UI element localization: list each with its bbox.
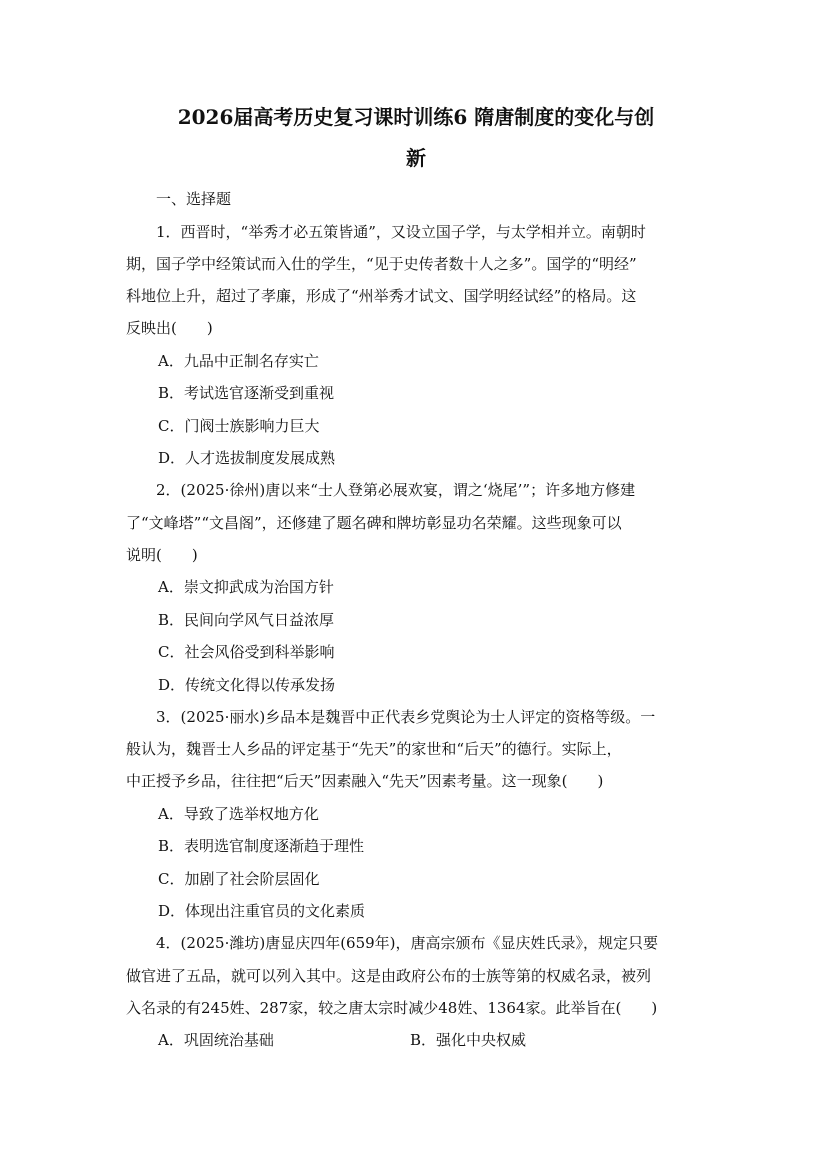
option-b: B．表明选官制度逐渐趋于理性 <box>158 837 365 855</box>
option-c: C．社会风俗受到科举影响 <box>158 643 335 661</box>
option-a: A．巩固统治基础 <box>158 1031 274 1049</box>
question-stem-line: 做官进了五品，就可以列入其中。这是由政府公布的士族等第的权威名录，被列 <box>126 967 652 985</box>
question-stem-line: 4．(2025·潍坊)唐显庆四年(659年)，唐高宗颁布《显庆姓氏录》，规定只要 <box>156 934 659 952</box>
option-a: A．九品中正制名存实亡 <box>158 352 319 370</box>
question-stem-line: 期，国子学中经策试而入仕的学生，“见于史传者数十人之多”。国学的“明经” <box>126 255 637 273</box>
option-a: A．导致了选举权地方化 <box>158 805 319 823</box>
question-stem-line: 说明( ) <box>126 546 198 564</box>
option-a: A．崇文抑武成为治国方针 <box>158 578 334 596</box>
question-stem-line: 入名录的有245姓、287家，较之唐太宗时减少48姓、1364家。此举旨在( ) <box>126 999 658 1017</box>
option-b: B．民间向学风气日益浓厚 <box>158 611 335 629</box>
option-c: C．加剧了社会阶层固化 <box>158 870 320 888</box>
question-stem-line: 2．(2025·徐州)唐以来“士人登第必展欢宴，谓之‘烧尾’”；许多地方修建 <box>156 481 636 499</box>
question-stem-line: 科地位上升，超过了孝廉，形成了“州举秀才试文、国学明经试经”的格局。这 <box>126 287 637 305</box>
title-line-2: 新 <box>406 146 426 170</box>
option-d: D．传统文化得以传承发扬 <box>158 676 336 694</box>
question-stem-line: 1．西晋时，“举秀才必五策皆通”，又设立国子学，与太学相并立。南朝时 <box>156 223 646 241</box>
option-d: D．体现出注重官员的文化素质 <box>158 902 366 920</box>
question-stem-line: 了“文峰塔”“文昌阁”，还修建了题名碑和牌坊彰显功名荣耀。这些现象可以 <box>126 514 622 532</box>
option-b: B．考试选官逐渐受到重视 <box>158 384 335 402</box>
question-stem-line: 反映出( ) <box>126 319 213 337</box>
option-d: D．人才选拔制度发展成熟 <box>158 449 336 467</box>
title-line-1: 2026届高考历史复习课时训练6 隋唐制度的变化与创 <box>177 105 655 129</box>
question-stem-line: 3．(2025·丽水)乡品本是魏晋中正代表乡党舆论为士人评定的资格等级。一 <box>156 708 656 726</box>
section-heading: 一、选择题 <box>156 190 232 208</box>
option-c: C．门阀士族影响力巨大 <box>158 417 320 435</box>
question-stem-line: 般认为，魏晋士人乡品的评定基于“先天”的家世和“后天”的德行。实际上， <box>126 740 622 758</box>
option-b: B．强化中央权威 <box>410 1031 527 1049</box>
question-stem-line: 中正授予乡品，往往把“后天”因素融入“先天”因素考量。这一现象( ) <box>126 772 604 790</box>
